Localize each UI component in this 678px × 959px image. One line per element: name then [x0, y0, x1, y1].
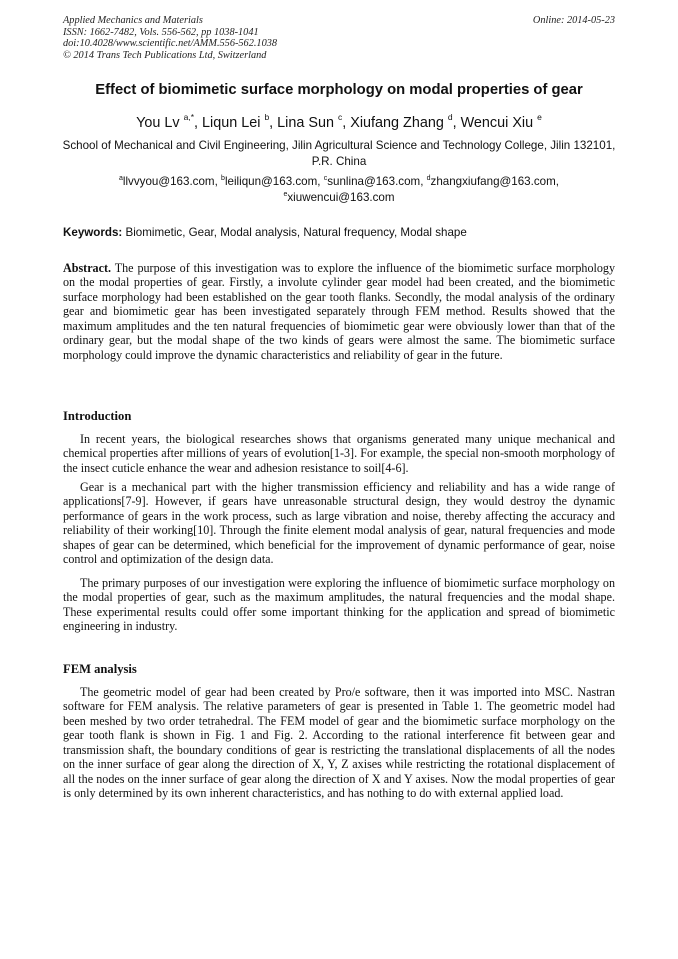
- email-list: [55, 174, 623, 205]
- doi-link[interactable]: doi:10.4028/www.scientific.net/AMM.556-562.1038: [63, 38, 278, 49]
- issn-line: ISSN: 1662-7482, Vols. 556-562, pp 1038-1041: [63, 26, 259, 38]
- email-link[interactable]: xiuwencui@163.com: [287, 190, 395, 204]
- email-link[interactable]: leiliqun@163.com,: [224, 175, 324, 188]
- intro-paragraph-1: In recent years, the biological researches shows that organisms generated many unique mechanical and chemical properties after millions of years of evolution[1-3]. For example, the special non-smooth morphology of the insect cuticle enhance the wear and adhesion resistance to soil[4-6].: [63, 432, 615, 475]
- fem-heading: FEM analysis: [63, 662, 137, 676]
- paper-title: Effect of biomimetic surface morphology on modal properties of gear: [95, 82, 583, 98]
- abstract-label: Abstract.: [63, 261, 112, 275]
- author-sup: e: [537, 112, 542, 122]
- email-sup: a: [119, 175, 123, 182]
- affiliation: School of Mechanical and Civil Engineering, Jilin Agricultural Science and Technology College, Jilin 132101, P.R. China: [62, 139, 616, 168]
- email-sup: e: [283, 190, 288, 198]
- keywords-label: Keywords:: [63, 226, 123, 239]
- journal-name: Applied Mechanics and Materials: [63, 15, 203, 26]
- keywords: [63, 225, 623, 240]
- author-name: Xiufang Zhang: [350, 115, 444, 131]
- author-name: You Lv: [136, 115, 180, 131]
- author-sup: b: [264, 112, 270, 122]
- author-sup: a,*: [183, 112, 195, 122]
- author-separator: ,: [269, 115, 278, 131]
- fem-paragraph-1: The geometric model of gear had been created by Pro/e software, then it was imported into MSC. Nastran software for FEM analysis. The relative parameters of gear is presented in Table 1. The geometric model had been meshed by two order tetrahedral. The FEM model of gear and the biomimetic surface morphology on the gear tooth flank is shown in Fig. 1 and Fig. 2. According to the rational interference fit between gear and transmission shaft, the boundary conditions of gear is restricting the translational displacements of all the nodes on the inner surface of gear along the direction of X, Y, Z axises while restricting the rotational displacement of all the nodes on the inner surface of gear along the direction of X and Y axises. Now the modal properties of gear is only determined by its own inherent characteristics, and has nothing to do with external applied load.: [63, 685, 615, 801]
- author-separator: ,: [194, 115, 203, 131]
- author-sup: d: [447, 112, 453, 122]
- email-link[interactable]: llvvyou@163.com,: [122, 175, 222, 188]
- email-sup: b: [221, 175, 225, 182]
- journal-header: [63, 15, 615, 61]
- introduction-heading: Introduction: [63, 409, 132, 423]
- email-sup: c: [323, 175, 328, 182]
- keywords-text: Biomimetic, Gear, Modal analysis, Natural frequency, Modal shape: [122, 226, 467, 239]
- author-separator: ,: [452, 115, 461, 131]
- abstract: [63, 261, 615, 362]
- email-link[interactable]: sunlina@163.com,: [327, 175, 427, 188]
- email-link[interactable]: zhangxiufang@163.com,: [430, 175, 559, 188]
- author-list: [40, 114, 638, 132]
- author-separator: ,: [342, 115, 351, 131]
- email-sup: d: [426, 175, 431, 182]
- author-sup: c: [337, 112, 343, 122]
- copyright-line: © 2014 Trans Tech Publications Ltd, Switzerland: [63, 49, 267, 61]
- author-name: Lina Sun: [277, 115, 334, 131]
- abstract-text: The purpose of this investigation was to explore the influence of the biomimetic surface morphology on the modal properties of gear. Firstly, a involute cylinder gear model had been created, and the biomimetic surface morphology had been established on the gear tooth flanks. Secondly, the modal analysis of the ordinary gear and biomimetic gear has been investigated separately through FEM method. Results showed that the maximum amplitudes and the ten natural frequencies of biomimetic gear were obviously lower than that of the ordinary gear, but the modal shape of the two kinds of gears were almost the same. The biomimetic surface morphology could improve the dynamic characteristics and reliability of gear in the future.: [63, 261, 615, 362]
- intro-paragraph-2: Gear is a mechanical part with the higher transmission efficiency and reliability and has a wide range of applications[7-9]. However, if gears have unreasonable structural design, they would destroy the dynamic performance of gears in the work process, such as large vibration and noise, thereby affecting the accuracy and reliability of their working[10]. Through the finite element modal analysis of gear, natural frequencies and mode shapes of gear can be determined, which beneficial for the improvement of dynamic performance of gear, noise control and optimization of the design data.: [63, 480, 615, 567]
- author-name: Wencui Xiu: [460, 115, 534, 131]
- author-name: Liqun Lei: [202, 115, 261, 131]
- intro-paragraph-3: The primary purposes of our investigation were exploring the influence of biomimetic surface morphology on the modal properties of gear, such as the maximum amplitudes, the natural frequencies and the modal shape. These experimental results could offer some important thinking for the application and spread of biomimetic engineering in industry.: [63, 576, 615, 634]
- online-date: Online: 2014-05-23: [532, 15, 615, 26]
